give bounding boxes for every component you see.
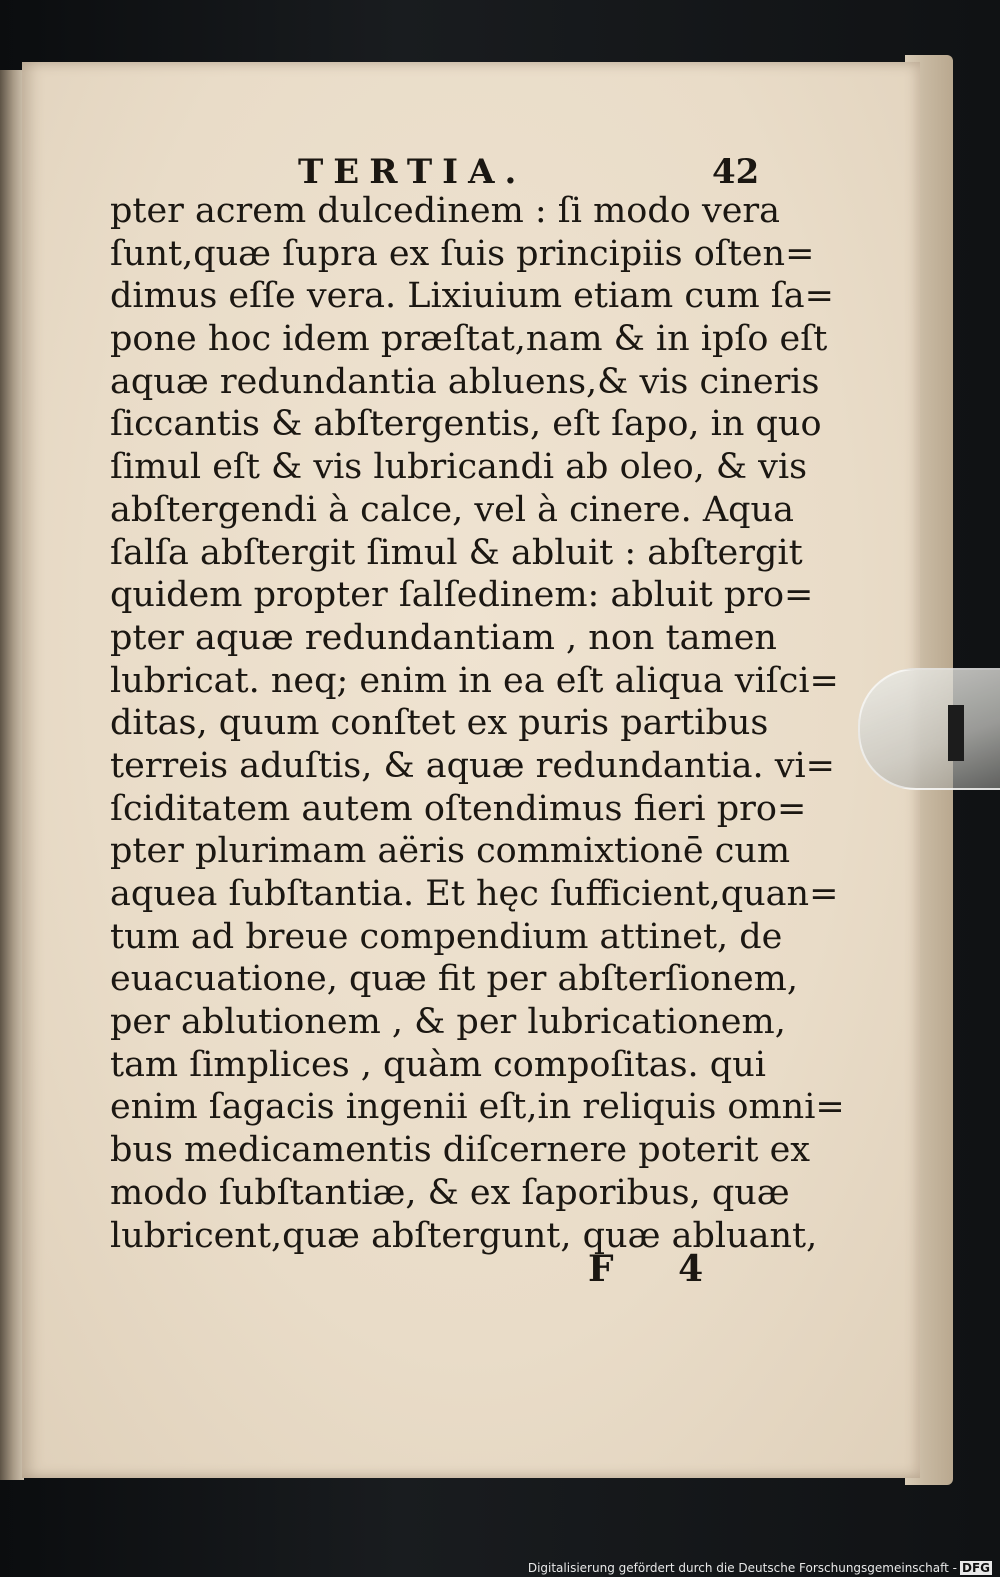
text-line: lubricent,quæ abſtergunt, quæ abluant, bbox=[110, 1215, 818, 1256]
text-line: ſunt,quæ ſupra ex ſuis principiis oſten= bbox=[110, 233, 815, 274]
text-line: enim ſagacis ingenii eſt,in reliquis omni= bbox=[110, 1087, 845, 1128]
text-line: aquea ſubſtantia. Et hęc ſufficient,quan= bbox=[110, 874, 839, 914]
digitization-credit bbox=[528, 1561, 992, 1575]
text-line: aquæ redundantia abluens,& vis cineris bbox=[110, 361, 820, 402]
dfg-logo: DFG bbox=[961, 1561, 990, 1575]
text-line: pter acrem dulcedinem : ſi modo vera bbox=[110, 191, 781, 231]
credit-text: Digitalisierung gefördert durch die Deutsche Forschungsgemeinschaft - bbox=[527, 1561, 957, 1575]
text-line: lubricat. neq; enim in ea eſt aliqua viſci= bbox=[110, 660, 839, 701]
page-clip bbox=[858, 668, 1000, 790]
text-line: ſimul eſt & vis lubricandi ab oleo, & vis bbox=[110, 447, 808, 488]
text-line: tam ſimplices , quàm compoſitas. qui bbox=[110, 1044, 766, 1085]
signature-mark: F 4 bbox=[588, 1248, 730, 1290]
text-line: tum ad breue compendium attinet, de bbox=[110, 916, 783, 957]
text-line: ſalſa abſtergit ſimul & abluit : abſtergit bbox=[110, 532, 803, 573]
running-head-title: TERTIA. bbox=[298, 152, 527, 192]
text-line: ſiccantis & abſtergentis, eſt ſapo, in quo bbox=[110, 404, 822, 445]
text-line: pone hoc idem præſtat,nam & in ipſo eſt bbox=[110, 319, 828, 360]
text-line: quidem propter ſalſedinem: abluit pro= bbox=[110, 575, 814, 616]
page-clip-shadow bbox=[948, 705, 964, 761]
page-number: 42 bbox=[712, 152, 760, 192]
text-line: abſtergendi à calce, vel à cinere. Aqua bbox=[110, 489, 794, 530]
text-line: ditas, quum conſtet ex puris partibus bbox=[110, 703, 769, 744]
text-line: bus medicamentis diſcernere poterit ex bbox=[110, 1130, 811, 1171]
text-line: pter plurimam aëris commixtionē cum bbox=[110, 831, 791, 872]
text-line: pter aquæ redundantiam , non tamen bbox=[110, 617, 777, 658]
facing-page-edge bbox=[0, 70, 24, 1480]
text-block bbox=[110, 190, 845, 1257]
text-line: dimus eſſe vera. Lixiuium etiam cum ſa= bbox=[110, 276, 834, 317]
text-line: euacuatione, quæ fit per abſterſionem, bbox=[110, 959, 798, 1000]
text-line: modo ſubſtantiæ, & ex ſaporibus, quæ bbox=[110, 1172, 790, 1213]
text-line: ſciditatem autem oſtendimus fieri pro= bbox=[110, 788, 807, 829]
text-line: terreis aduſtis, & aquæ redundantia. vi= bbox=[110, 745, 836, 786]
text-line: per ablutionem , & per lubricationem, bbox=[110, 1002, 786, 1043]
